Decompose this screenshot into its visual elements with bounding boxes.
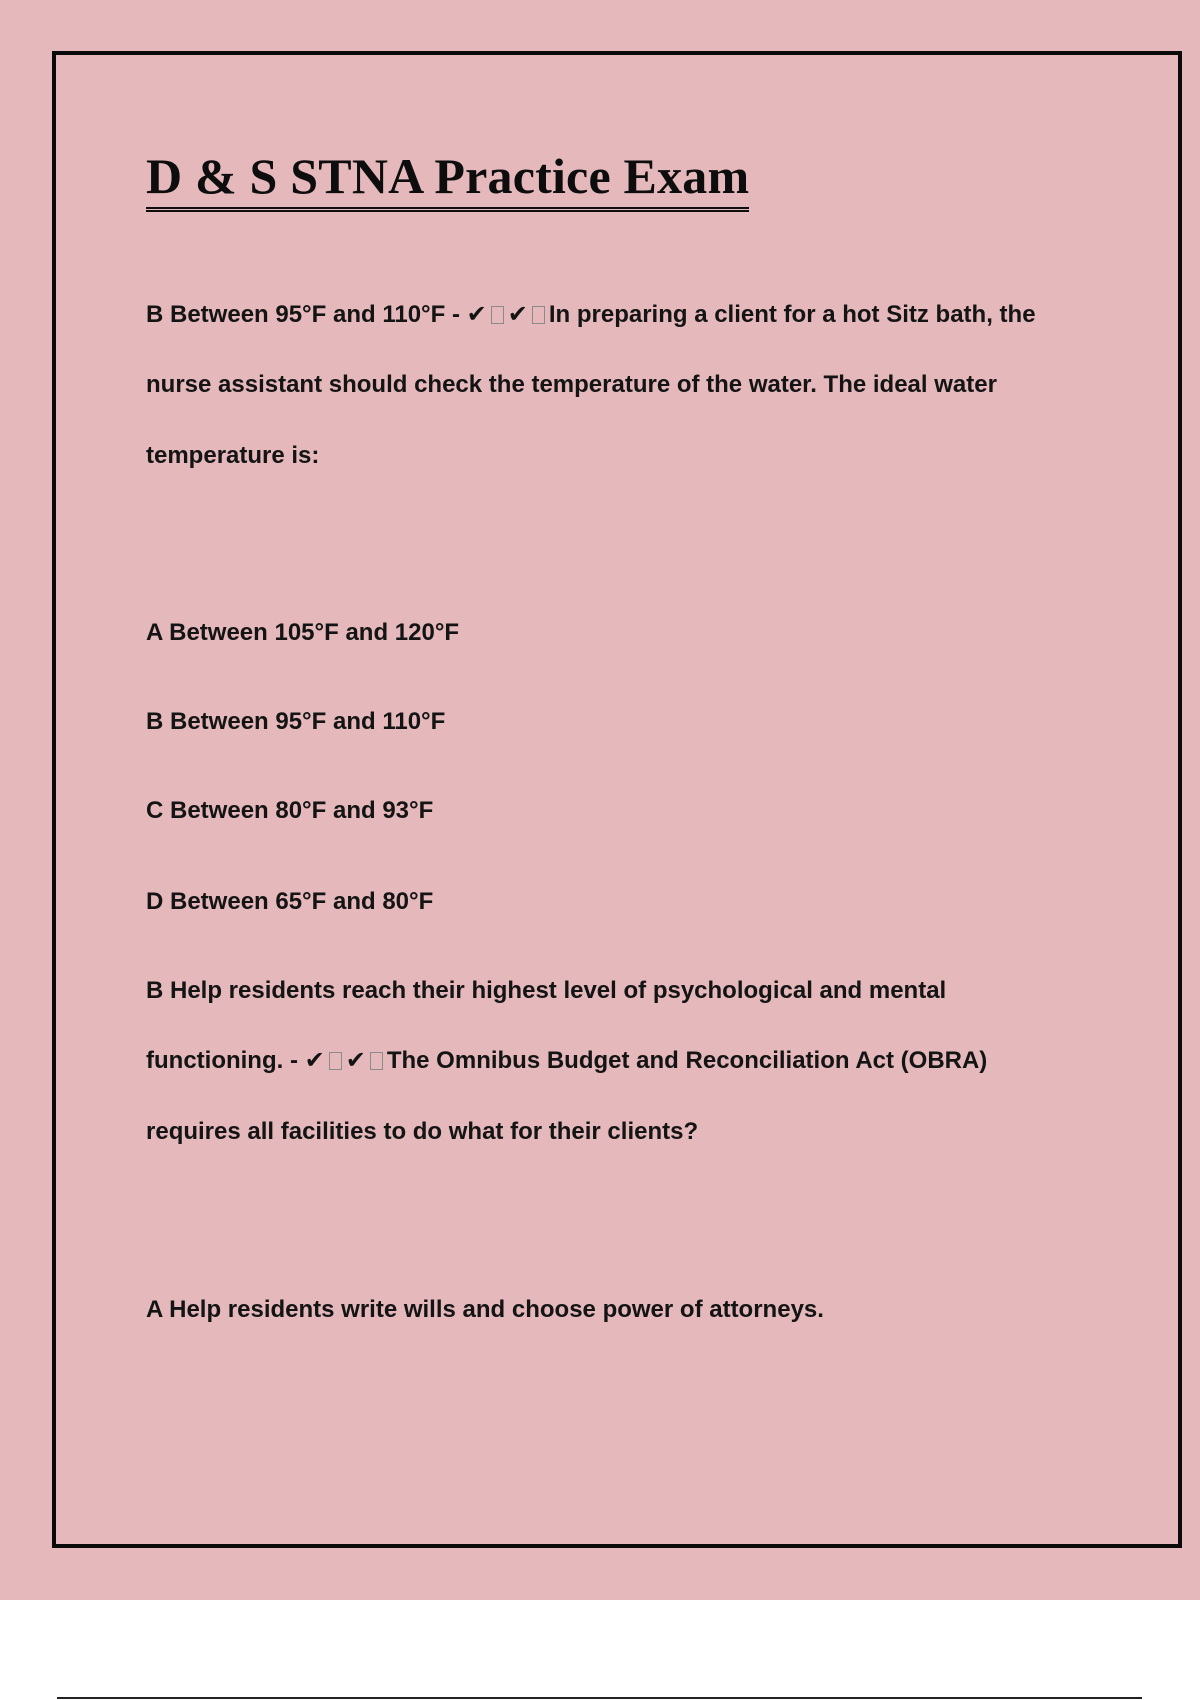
question-1-answer-prefix: B Between 95°F and 110°F - — [146, 301, 467, 328]
question-1-line-1 — [146, 298, 1036, 331]
question-1-line-2: nurse assistant should check the temperature of the water. The ideal water — [146, 371, 997, 398]
question-1-option-c: C Between 80°F and 93°F — [146, 797, 434, 824]
check-mark-icon: ✔ — [466, 300, 485, 328]
question-2-text-start: The Omnibus Budget and Reconciliation Act (OBRA) — [386, 1047, 988, 1074]
empty-box-icon — [370, 1052, 383, 1070]
empty-box-icon — [491, 306, 504, 324]
document-title: D & S STNA Practice Exam — [146, 145, 749, 212]
question-1-option-b: B Between 95°F and 110°F — [146, 708, 446, 735]
empty-box-icon — [329, 1052, 342, 1070]
footer-divider — [57, 1697, 1142, 1699]
question-1-line-3: temperature is: — [146, 442, 320, 469]
question-2-option-a: A Help residents write wills and choose power of attorneys. — [146, 1296, 824, 1323]
question-2-line-3: requires all facilities to do what for their clients? — [146, 1118, 699, 1145]
question-1-option-d: D Between 65°F and 80°F — [146, 888, 434, 915]
question-1-text-start: In preparing a client for a hot Sitz bath, the — [548, 301, 1036, 328]
question-2-line-2 — [146, 1044, 987, 1077]
question-2-line-1: B Help residents reach their highest level of psychological and mental — [146, 977, 947, 1004]
question-1-option-a: A Between 105°F and 120°F — [146, 619, 460, 646]
check-mark-icon: ✔ — [345, 1046, 364, 1074]
empty-box-icon — [532, 306, 545, 324]
check-mark-icon: ✔ — [507, 300, 526, 328]
question-2-answer-suffix: functioning. - — [146, 1047, 305, 1074]
check-mark-icon: ✔ — [304, 1046, 323, 1074]
